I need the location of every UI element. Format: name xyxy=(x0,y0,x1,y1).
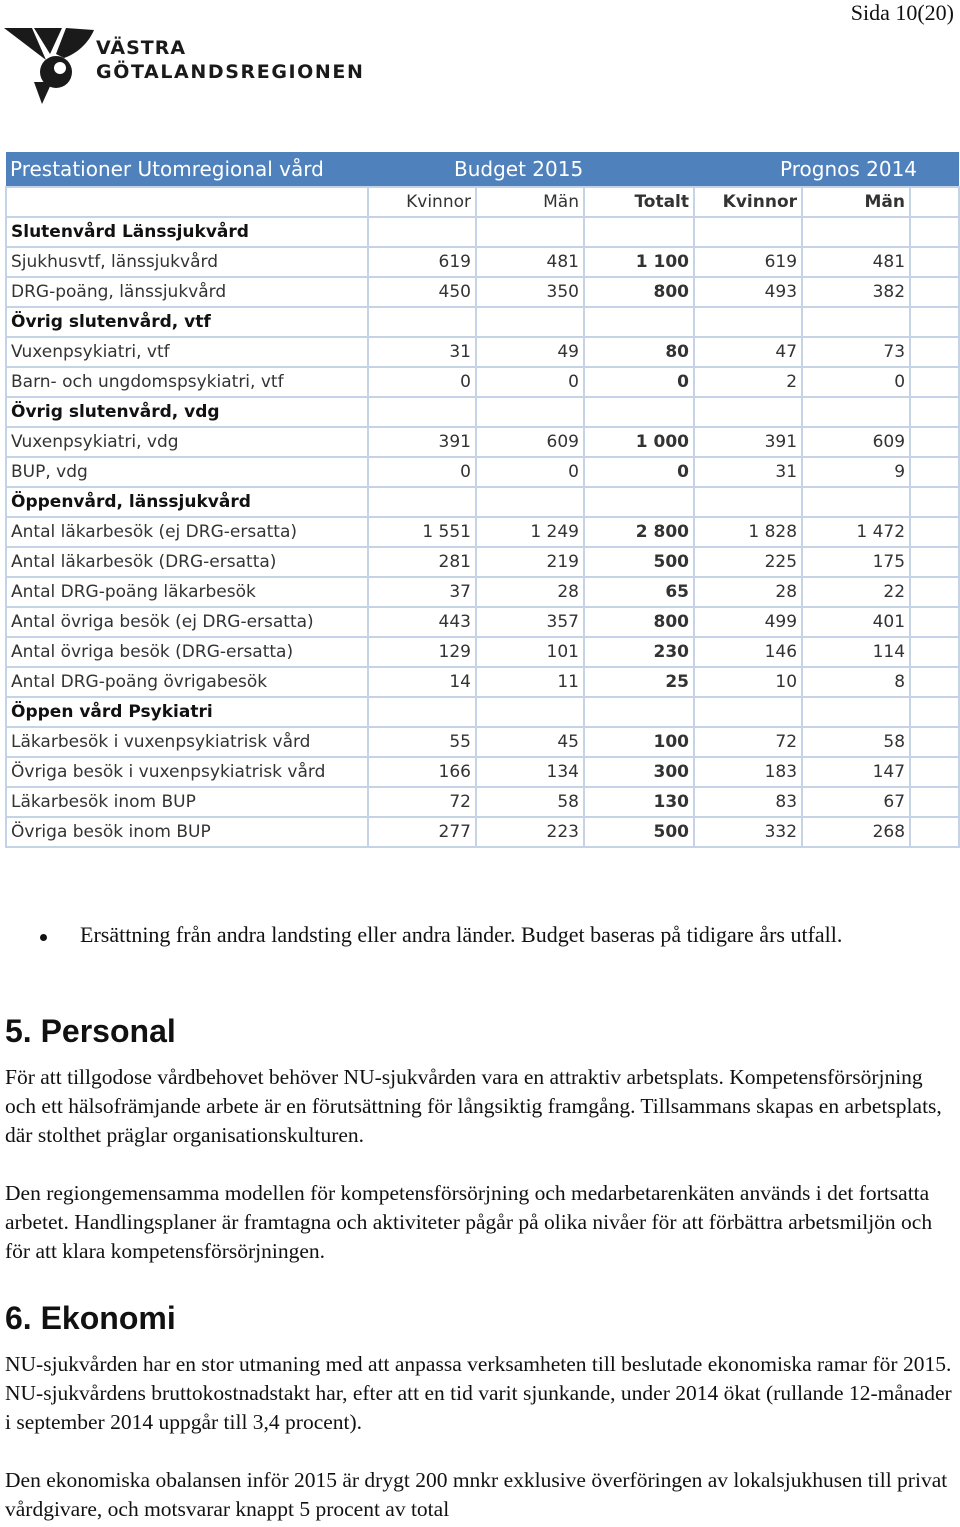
cell-value: 391 xyxy=(368,427,476,457)
row-label: Antal DRG-poäng läkarbesök xyxy=(6,577,368,607)
cell-value: 134 xyxy=(476,757,584,787)
col-header: Totalt xyxy=(584,187,694,217)
cell-value: 0 xyxy=(476,457,584,487)
cell-value: 67 xyxy=(802,787,910,817)
heading-ekonomi: 6. Ekonomi xyxy=(5,1300,176,1336)
cell-value: 481 xyxy=(802,247,910,277)
table-row xyxy=(6,277,959,307)
cell-value: 28 xyxy=(476,577,584,607)
table-section-row xyxy=(6,217,959,247)
row-label: DRG-poäng, länssjukvård xyxy=(6,277,368,307)
cell-value: 800 xyxy=(584,607,694,637)
row-label: Antal övriga besök (DRG-ersatta) xyxy=(6,637,368,667)
cell-value: 1 000 xyxy=(584,427,694,457)
cell-value: 225 xyxy=(694,547,802,577)
cell-value: 500 xyxy=(584,817,694,847)
region-logo xyxy=(4,24,394,108)
table-row xyxy=(6,787,959,817)
cell-value: 58 xyxy=(476,787,584,817)
cell-value: 0 xyxy=(584,457,694,487)
cell-value: 55 xyxy=(368,727,476,757)
table-row xyxy=(6,667,959,697)
cell-value: 1 100 xyxy=(584,247,694,277)
table-row xyxy=(6,427,959,457)
cell-value: 9 xyxy=(802,457,910,487)
cell-value: 65 xyxy=(584,577,694,607)
cell-value: 350 xyxy=(476,277,584,307)
prognos-label: Prognos 2014 xyxy=(694,152,959,187)
cell-value: 230 xyxy=(584,637,694,667)
cell-value: 175 xyxy=(802,547,910,577)
row-label: Antal läkarbesök (ej DRG-ersatta) xyxy=(6,517,368,547)
col-header: Kvinnor xyxy=(368,187,476,217)
row-label: Barn- och ungdomspsykiatri, vtf xyxy=(6,367,368,397)
cell-value: 0 xyxy=(802,367,910,397)
cell-value: 22 xyxy=(802,577,910,607)
table-row xyxy=(6,637,959,667)
cell-value: 72 xyxy=(694,727,802,757)
heading-personal: 5. Personal xyxy=(5,1013,176,1049)
cell-value: 28 xyxy=(694,577,802,607)
cell-value: 146 xyxy=(694,637,802,667)
performance-table xyxy=(5,152,960,848)
col-header: Män xyxy=(476,187,584,217)
cell-value: 609 xyxy=(802,427,910,457)
cell-value: 1 828 xyxy=(694,517,802,547)
cell-value: 800 xyxy=(584,277,694,307)
cell-value: 31 xyxy=(694,457,802,487)
cell-value: 493 xyxy=(694,277,802,307)
table-row xyxy=(6,607,959,637)
logo-wordmark xyxy=(96,36,365,84)
cell-value: 300 xyxy=(584,757,694,787)
bullet-text: Ersättning från andra landsting eller andra länder. Budget baseras på tidigare års utfall. xyxy=(80,922,843,947)
cell-value: 0 xyxy=(584,367,694,397)
table-section-row xyxy=(6,397,959,427)
table-row xyxy=(6,457,959,487)
cell-value: 166 xyxy=(368,757,476,787)
logo-icon xyxy=(4,24,94,108)
row-label: Antal övriga besök (ej DRG-ersatta) xyxy=(6,607,368,637)
row-label: Antal läkarbesök (DRG-ersatta) xyxy=(6,547,368,577)
cell-value: 1 551 xyxy=(368,517,476,547)
cell-value: 443 xyxy=(368,607,476,637)
cell-value: 332 xyxy=(694,817,802,847)
cell-value: 391 xyxy=(694,427,802,457)
cell-value: 481 xyxy=(476,247,584,277)
cell-value: 10 xyxy=(694,667,802,697)
cell-value: 219 xyxy=(476,547,584,577)
cell-value: 8 xyxy=(802,667,910,697)
row-label: Sjukhusvtf, länssjukvård xyxy=(6,247,368,277)
cell-value: 357 xyxy=(476,607,584,637)
col-header: Kvinnor xyxy=(694,187,802,217)
cell-value: 58 xyxy=(802,727,910,757)
cell-value: 619 xyxy=(368,247,476,277)
table-row xyxy=(6,547,959,577)
table-title-row xyxy=(6,152,959,187)
cell-value: 45 xyxy=(476,727,584,757)
cell-value: 101 xyxy=(476,637,584,667)
cell-value: 281 xyxy=(368,547,476,577)
paragraph: Den ekonomiska obalansen inför 2015 är drygt 200 mnkr exklusive överföringen av lokalsjukhusen till privat vårdgivare, och motsvarar knappt 5 procent av total xyxy=(5,1468,948,1521)
table-row xyxy=(6,517,959,547)
cell-value: 147 xyxy=(802,757,910,787)
cell-value: 183 xyxy=(694,757,802,787)
row-label: Övrig slutenvård, vdg xyxy=(6,397,368,427)
cell-value: 619 xyxy=(694,247,802,277)
row-label: Antal DRG-poäng övrigabesök xyxy=(6,667,368,697)
row-label: Övriga besök inom BUP xyxy=(6,817,368,847)
cell-value: 2 xyxy=(694,367,802,397)
logo-line-2: GÖTALANDSREGIONEN xyxy=(96,61,365,83)
cell-value: 25 xyxy=(584,667,694,697)
bullet-dot xyxy=(40,934,47,941)
cell-value: 401 xyxy=(802,607,910,637)
cell-value: 0 xyxy=(476,367,584,397)
cell-value: 499 xyxy=(694,607,802,637)
column-header-row xyxy=(6,187,959,217)
cell-value: 114 xyxy=(802,637,910,667)
cell-value: 609 xyxy=(476,427,584,457)
cell-value: 14 xyxy=(368,667,476,697)
cell-value: 83 xyxy=(694,787,802,817)
row-label: Vuxenpsykiatri, vtf xyxy=(6,337,368,367)
cell-value: 100 xyxy=(584,727,694,757)
budget-label: Budget 2015 xyxy=(368,152,694,187)
cell-value: 223 xyxy=(476,817,584,847)
paragraph: Den regiongemensamma modellen för kompetensförsörjning och medarbetarenkäten används i det fortsatta arbetet. Handlingsplaner är framtagna och aktiviteter pågår på olika nivåer för att förbättra arbetsmiljön och för att klara kompetensförsörjningen. xyxy=(5,1181,933,1263)
page-number: Sida 10(20) xyxy=(850,0,954,25)
table-section-row xyxy=(6,487,959,517)
table-section-row xyxy=(6,307,959,337)
row-label: Vuxenpsykiatri, vdg xyxy=(6,427,368,457)
table-title: Prestationer Utomregional vård xyxy=(6,152,368,187)
cell-value: 0 xyxy=(368,367,476,397)
cell-value: 47 xyxy=(694,337,802,367)
cell-value: 130 xyxy=(584,787,694,817)
cell-value: 129 xyxy=(368,637,476,667)
row-label: Övriga besök i vuxenpsykiatrisk vård xyxy=(6,757,368,787)
row-label: Läkarbesök i vuxenpsykiatrisk vård xyxy=(6,727,368,757)
cell-value: 73 xyxy=(802,337,910,367)
cell-value: 0 xyxy=(368,457,476,487)
table-row xyxy=(6,247,959,277)
table-row xyxy=(6,577,959,607)
cell-value: 1 249 xyxy=(476,517,584,547)
table-row xyxy=(6,727,959,757)
logo-line-1: VÄSTRA xyxy=(96,37,187,59)
cell-value: 1 472 xyxy=(802,517,910,547)
col-header: Män xyxy=(802,187,910,217)
cell-value: 31 xyxy=(368,337,476,367)
row-label: Öppen vård Psykiatri xyxy=(6,697,368,727)
cell-value: 37 xyxy=(368,577,476,607)
table-row xyxy=(6,817,959,847)
cell-value: 277 xyxy=(368,817,476,847)
cell-value: 2 800 xyxy=(584,517,694,547)
paragraph: NU-sjukvården har en stor utmaning med att anpassa verksamheten till beslutade ekonomiska ramar för 2015. NU-sjukvårdens bruttokostnadstakt har, efter att en tid varit sjunkande, under 2014 ökat (rullande 12-månader i september 2014 uppgår till 3,4 procent). xyxy=(5,1352,952,1434)
cell-value: 11 xyxy=(476,667,584,697)
row-label: Läkarbesök inom BUP xyxy=(6,787,368,817)
cell-value: 72 xyxy=(368,787,476,817)
cell-value: 382 xyxy=(802,277,910,307)
cell-value: 450 xyxy=(368,277,476,307)
paragraph: För att tillgodose vårdbehovet behöver NU-sjukvården vara en attraktiv arbetsplats. Kompetensförsörjning och ett hälsofrämjande arbete är en förutsättning för långsiktig framgång. Tillsammans skapas en arbetsplats, där stolthet präglar organisationskulturen. xyxy=(5,1065,942,1147)
row-label: Slutenvård Länssjukvård xyxy=(6,217,368,247)
cell-value: 268 xyxy=(802,817,910,847)
table-row xyxy=(6,367,959,397)
cell-value: 500 xyxy=(584,547,694,577)
cell-value: 49 xyxy=(476,337,584,367)
cell-value: 80 xyxy=(584,337,694,367)
row-label: Öppenvård, länssjukvård xyxy=(6,487,368,517)
table-row xyxy=(6,337,959,367)
row-label: Övrig slutenvård, vtf xyxy=(6,307,368,337)
row-label: BUP, vdg xyxy=(6,457,368,487)
table-section-row xyxy=(6,697,959,727)
table-row xyxy=(6,757,959,787)
